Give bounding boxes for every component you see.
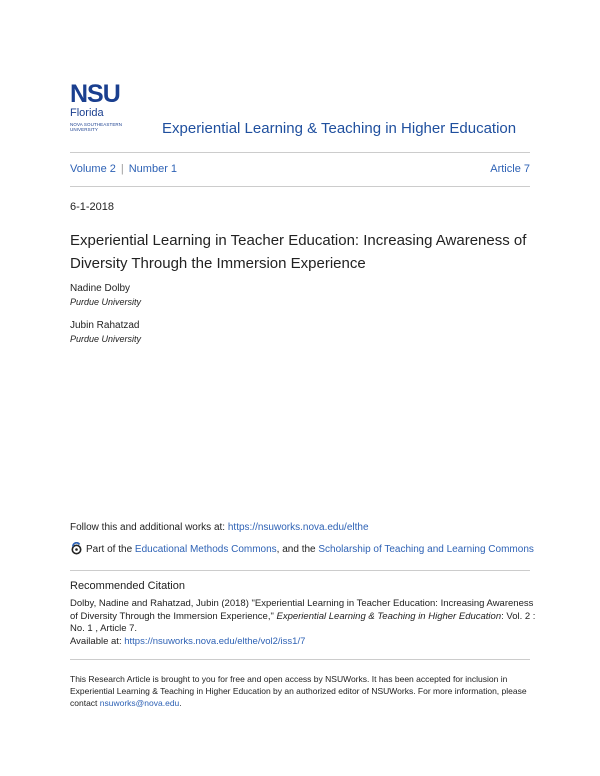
number-link[interactable]: Number 1 xyxy=(128,163,178,175)
citation-body: Dolby, Nadine and Rahatzad, Jubin (2018) "Experiential Learning in Teacher Education: Increasing Awareness of Diversity Through the Immersion Experience," xyxy=(70,598,534,622)
footer-end: . xyxy=(179,698,182,708)
citation-volume: : Vol. 2 : No. 1 , Article 7. xyxy=(70,610,536,634)
educational-methods-commons-link[interactable]: Educational Methods Commons xyxy=(134,544,277,555)
footer-text: This Research Article is brought to you for free and open access by NSUWorks. It has been accepted for inclusion in Experiential Learning & Teaching in Higher Education by an authorized editor of NSUWorks. For more information, please contact xyxy=(70,674,527,708)
logo-nsu-text: NSU xyxy=(70,80,120,108)
header-divider xyxy=(70,152,530,153)
article-title: Experiential Learning in Teacher Education: Increasing Awareness of Diversity Through the Immersion Experience xyxy=(70,232,527,272)
logo-florida-text: Florida xyxy=(70,107,104,119)
follow-text: Follow this and additional works at: xyxy=(70,522,228,533)
author-affiliation: Purdue University xyxy=(70,297,142,307)
publication-date: 6-1-2018 xyxy=(70,201,115,213)
part-of-line xyxy=(70,542,534,555)
volume-link[interactable]: Volume 2 xyxy=(70,163,116,175)
journal-title-link[interactable]: Experiential Learning & Teaching in Higher Education xyxy=(162,120,517,137)
author-name[interactable]: Nadine Dolby xyxy=(70,283,131,294)
part-of-prefix: Part of the xyxy=(86,544,135,555)
recommended-citation-heading: Recommended Citation xyxy=(70,580,185,592)
citation-divider xyxy=(70,570,530,571)
footer-divider xyxy=(70,659,530,660)
contact-email-link[interactable]: nsuworks@nova.edu xyxy=(99,698,180,708)
article-link[interactable]: Article 7 xyxy=(490,163,530,175)
issue-separator: | xyxy=(120,163,124,175)
nsu-logo[interactable] xyxy=(70,82,138,132)
author-name[interactable]: Jubin Rahatzad xyxy=(70,320,140,331)
author-affiliation: Purdue University xyxy=(70,334,142,344)
footer-notice xyxy=(70,673,540,709)
citation-journal: Experiential Learning & Teaching in Higher Education xyxy=(276,610,502,622)
follow-url-link[interactable]: https://nsuworks.nova.edu/elthe xyxy=(227,522,369,533)
part-of-middle: , and the xyxy=(276,544,319,555)
issue-divider xyxy=(70,186,530,187)
follow-line xyxy=(70,522,369,533)
scholarship-commons-link[interactable]: Scholarship of Teaching and Learning Commons xyxy=(318,544,534,555)
article-url-link[interactable]: https://nsuworks.nova.edu/elthe/vol2/iss1/7 xyxy=(124,635,306,647)
open-access-icon xyxy=(70,542,83,555)
citation-text xyxy=(70,598,540,648)
available-prefix: Available at: xyxy=(70,635,125,647)
logo-university-text: NOVA SOUTHEASTERN UNIVERSITY xyxy=(70,122,123,132)
